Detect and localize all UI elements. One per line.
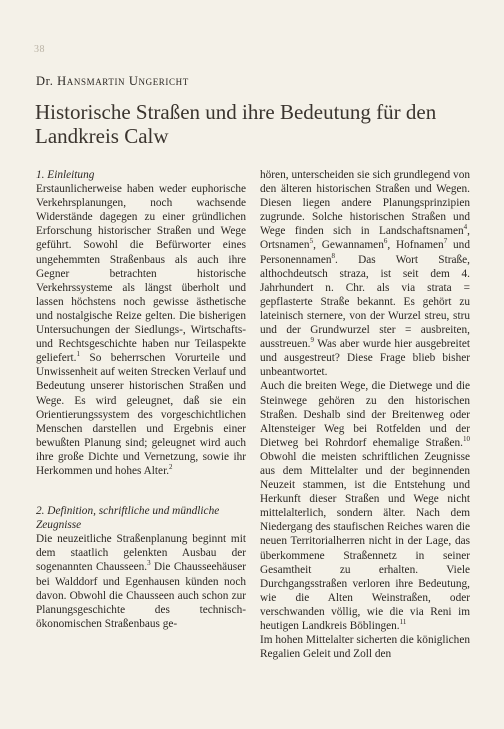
text-segment: Obwohl die meisten schriftlichen Zeugnisse aus dem Mittelalter und der beginnenden Neuzeit stammen, ist die Entstehung und Herkunft dieser Straßen und Wege nicht mittelalterlich, sondern älter. Nach dem Niedergang des staufischen Reiches waren die neuen Territorialherren nicht in der Lage, das überkommene Straßennetz in seiner Gesamtheit zu erhalten. Viele Durchgangsstraßen verloren ihre Bedeutung, wie die Alten Weinstraßen, oder verschwanden völlig, wie die via Reni im heutigen Landkreis Böblingen. (260, 450, 470, 632)
footnote-ref-11: 11 (399, 618, 407, 627)
author-name: Hansmartin Ungericht (57, 74, 189, 88)
footnote-ref-1: 1 (76, 350, 80, 359)
text-segment: Die Chausseehäuser bei Walddorf und Egenhausen künden noch davon. Obwohl die Chausseen auch schon zur Planungsgeschichte des technisch-ökonomischen Straßenbaus ge- (36, 561, 246, 630)
footnote-ref-2: 2 (169, 463, 173, 472)
footnote-ref-5: 5 (309, 237, 314, 246)
footnote-ref-4: 4 (463, 223, 468, 232)
section-heading-definition: 2. Definition, schriftliche und mündliche Zeugnisse (36, 505, 220, 532)
text-segment: , Gewannamen (313, 239, 384, 252)
paragraph-introduction (36, 182, 246, 478)
footnote-ref-3: 3 (147, 559, 151, 568)
footnote-ref-10: 10 (463, 435, 470, 444)
text-segment: Was aber wurde hier ausgebreitet und ausgestreut? Diese Frage blieb bisher unbeantwortet. (260, 338, 470, 379)
footnote-ref-8: 8 (331, 251, 336, 260)
text-segment: Die neuzeitliche Straßenplanung beginnt mit dem staatlich gelenkten Ausbau der sogenannten Chausseen. (36, 533, 246, 574)
page-number: 38 (34, 44, 45, 55)
footnote-ref-9: 9 (310, 336, 315, 345)
footnote-ref-7: 7 (443, 237, 448, 246)
text-segment: Auch die breiten Wege, die Dietwege und die Steinwege gehören zu den historischen Straßen. Deshalb sind der Breitenweg oder Altensteiger Weg bei Rotfelden und der Dietweg bei Rohrdorf ehemalige Straßen. (260, 380, 470, 449)
text-segment: , Ortsnamen (260, 225, 470, 252)
right-column (260, 168, 470, 661)
text-segment: . Das Wort Straße, althochdeutsch straza, ist seit dem 4. Jahrhundert n. Chr. als via strata = gepflasterte Straße bekannt. Es gehört zu lateinisch sternere, von der Wurzel streu, stru und der Grundwurzel ster = ausbreiten, ausstreuen. (260, 253, 470, 351)
author-prefix: Dr. (36, 74, 54, 88)
author-line (36, 74, 189, 89)
paragraph-definition (36, 532, 246, 631)
paragraph-dietwege (260, 379, 470, 633)
text-segment: hören, unterscheiden sie sich grundlegend von den älteren historischen Straßen und Wegen. Diesen liegen andere Planungsprinzipien zugrunde. Solche historischen Straßen und Wege finden sich in Landschaftsnamen (260, 169, 470, 238)
paragraph-mittelalter: Im hohen Mittelalter sicherten die königlichen Regalien Geleit und Zoll den (260, 634, 470, 661)
section-heading-introduction: 1. Einleitung (36, 169, 95, 181)
paragraph-continuation (260, 168, 470, 379)
text-segment: So beherrschen Vorurteile und Unwissenheit auf weiten Strecken Verlauf und Bedeutung unserer historischen Straßen und Wege. Es wird geleugnet, daß sie ein Orientierungssystem des vorgeschichtlichen Menschen darstellen und Ergebnis einer bewußten Planung sind; geleugnet wird auch ihre große Dichte und Vernetzung, sowie ihr Herkommen und hohes Alter. (36, 352, 246, 477)
article-title: Historische Straßen und ihre Bedeutung für den Landkreis Calw (35, 100, 437, 148)
text-segment: , Hofnamen (387, 239, 444, 252)
left-column (36, 168, 246, 631)
text-segment: Erstaunlicherweise haben weder euphorische Verkehrsplanungen, noch wachsende Widerstände dagegen zu einer gründlichen Erforschung historischer Straßen und Wege geführt. Sowohl die Befürworter eines ungehemmten Straßenbaus als auch ihre Gegner betrachten historische Verkehrssysteme als längst überholt und lassen höchstens noch gewisse ästhetische und nostalgische Reize gelten. Die bisherigen Untersuchungen der Siedlungs-, Wirtschafts- und Rechtsgeschichte haben nur Teilaspekte geliefert. (36, 183, 246, 365)
footnote-ref-6: 6 (383, 237, 388, 246)
text-segment: und Personennamen (260, 239, 470, 266)
